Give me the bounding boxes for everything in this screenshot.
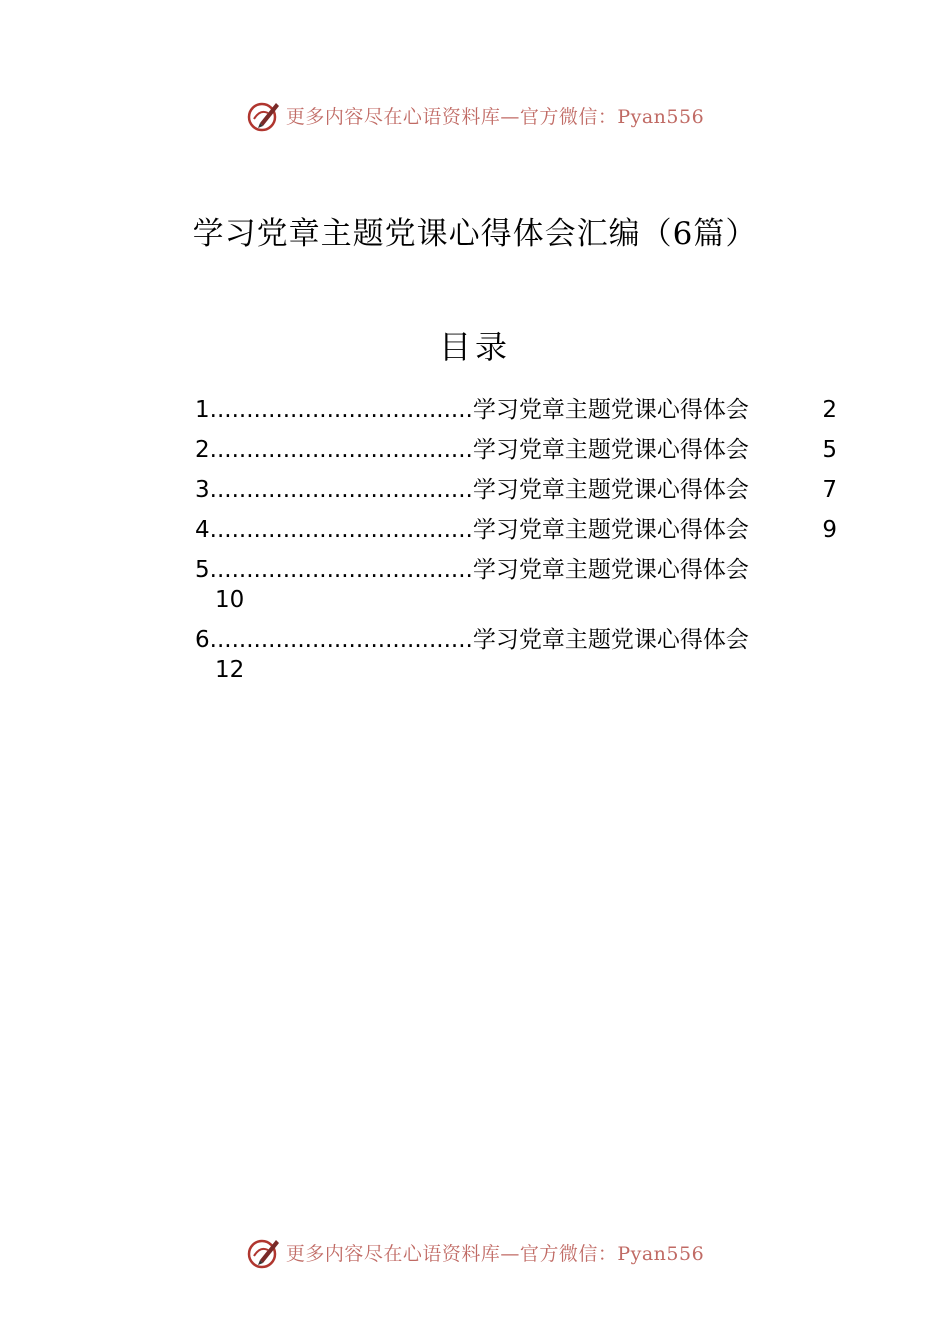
document-title: 学习党章主题党课心得体会汇编（6篇） (192, 216, 758, 252)
toc-entry-title: 学习党章主题党课心得体会 (472, 397, 749, 423)
toc-entry-number: 5 (195, 557, 210, 583)
pen-logo-icon (246, 1234, 282, 1270)
banner-text: 更多内容尽在心语资料库—官方微信：Pyan556 (285, 1242, 705, 1265)
toc-entry-title: 学习党章主题党课心得体会 (472, 517, 749, 543)
toc-entry[interactable] (195, 430, 845, 470)
banner-text: 更多内容尽在心语资料库—官方微信：Pyan556 (285, 105, 705, 128)
toc-leader-dots: .................................... (209, 477, 473, 503)
toc-entry[interactable] (195, 470, 845, 510)
toc-entry[interactable] (195, 550, 845, 620)
toc-entry-number: 4 (195, 517, 210, 543)
toc-entry-page: 9 (822, 517, 837, 543)
toc-leader-dots: .................................... (209, 397, 473, 423)
table-of-contents (195, 390, 845, 690)
header-banner (0, 95, 950, 135)
toc-entry-title: 学习党章主题党课心得体会 (472, 557, 749, 583)
toc-entry-number: 3 (195, 477, 210, 503)
toc-entry-page: 2 (822, 397, 837, 423)
pen-logo-icon (246, 97, 282, 133)
toc-entry-page: 12 (215, 657, 245, 683)
toc-entry[interactable] (195, 620, 845, 690)
toc-entry-number: 6 (195, 627, 210, 653)
toc-leader-dots: .................................... (209, 557, 473, 583)
footer-banner (0, 1232, 950, 1272)
toc-entry[interactable] (195, 390, 845, 430)
toc-entry[interactable] (195, 510, 845, 550)
toc-leader-dots: .................................... (209, 437, 473, 463)
toc-entry-page: 10 (215, 587, 245, 613)
toc-entry-title: 学习党章主题党课心得体会 (472, 437, 749, 463)
toc-leader-dots: .................................... (209, 517, 473, 543)
toc-leader-dots: .................................... (209, 627, 473, 653)
toc-entry-page: 5 (822, 437, 837, 463)
toc-entry-number: 1 (195, 397, 210, 423)
toc-entry-page: 7 (822, 477, 837, 503)
toc-heading: 目录 (438, 328, 511, 366)
toc-entry-title: 学习党章主题党课心得体会 (472, 627, 749, 653)
toc-entry-title: 学习党章主题党课心得体会 (472, 477, 749, 503)
toc-entry-number: 2 (195, 437, 210, 463)
